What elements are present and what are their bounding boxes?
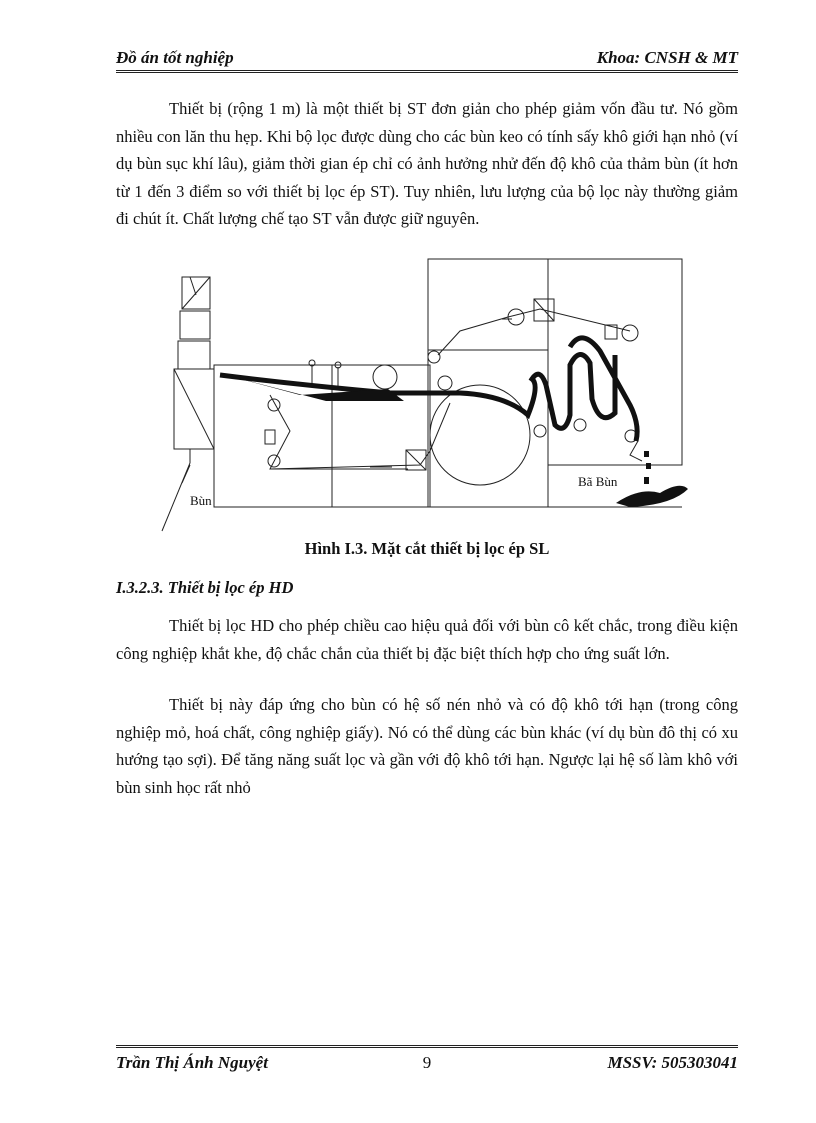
figure-sl-filter-press — [160, 255, 690, 535]
press-zone-frame — [428, 259, 548, 507]
press-drum — [430, 385, 530, 485]
page-number: 9 — [422, 1053, 432, 1072]
section-heading: I.3.2.3. Thiết bị lọc ép HD — [116, 578, 294, 597]
footer-student-id: MSSV: 505303041 — [607, 1053, 738, 1072]
sludge-belt-path — [220, 354, 615, 428]
header-project-title: Đồ án tốt nghiệp — [116, 48, 234, 67]
label-outlet: Bã Bùn — [578, 474, 618, 489]
header-rule — [116, 70, 738, 75]
upper-roller — [373, 365, 397, 389]
feeder-mid-block — [180, 311, 210, 339]
cake-pile — [616, 486, 688, 507]
footer-rule — [116, 1045, 738, 1050]
filter-press-diagram — [160, 255, 690, 535]
paragraph-st-device: Thiết bị (rộng 1 m) là một thiết bị ST đơn giản cho phép giảm vốn đầu tư. Nó gồm nhiều con lăn thu hẹp. Khi bộ lọc được dùng cho các bùn keo có tính sấy khô giới hạn nhỏ (ví dụ bùn sục khí lâu), giảm thời gian ép chỉ có ảnh hưởng nhử đến độ khô của thảm bùn (ít hơn từ 1 đến 3 điểm so với thiết bị lọc ép ST). Tuy nhiên, lưu lượng của bộ lọc này thường giảm đi chút ít. Chất lượng chế tạo ST vẫn được giữ nguyên. — [116, 99, 738, 228]
figure-caption: Hình I.3. Mặt cắt thiết bị lọc ép SL — [304, 539, 550, 558]
header-faculty: Khoa: CNSH & MT — [596, 48, 738, 67]
label-inlet: Bùn — [190, 493, 212, 508]
paragraph-hd-application: Thiết bị này đáp ứng cho bùn có hệ số nén nhỏ và có độ khô tới hạn (trong công nghiệp mỏ, hoá chất, công nghiệp giấy). Nó có thể dùng các bùn khác (ví dụ bùn đô thị có xu hướng tạo sợi). Để tăng năng suất lọc và gần với độ khô tới hạn. Ngược lại hệ số làm khô với bùn sinh học rất nhỏ — [116, 695, 738, 797]
page-footer — [116, 1045, 738, 1075]
page-header — [116, 48, 738, 70]
feeder-lower-block — [178, 341, 210, 369]
footer-author: Trần Thị Ánh Nguyệt — [116, 1053, 268, 1072]
paragraph-hd-device: Thiết bị lọc HD cho phép chiều cao hiệu quả đối với bùn cô kết chắc, trong điều kiện công nghiệp khắt khe, độ chắc chắn của thiết bị đặc biệt thích hợp cho ứng suất lớn. — [116, 616, 738, 663]
wedge-zone-frame — [332, 365, 430, 507]
